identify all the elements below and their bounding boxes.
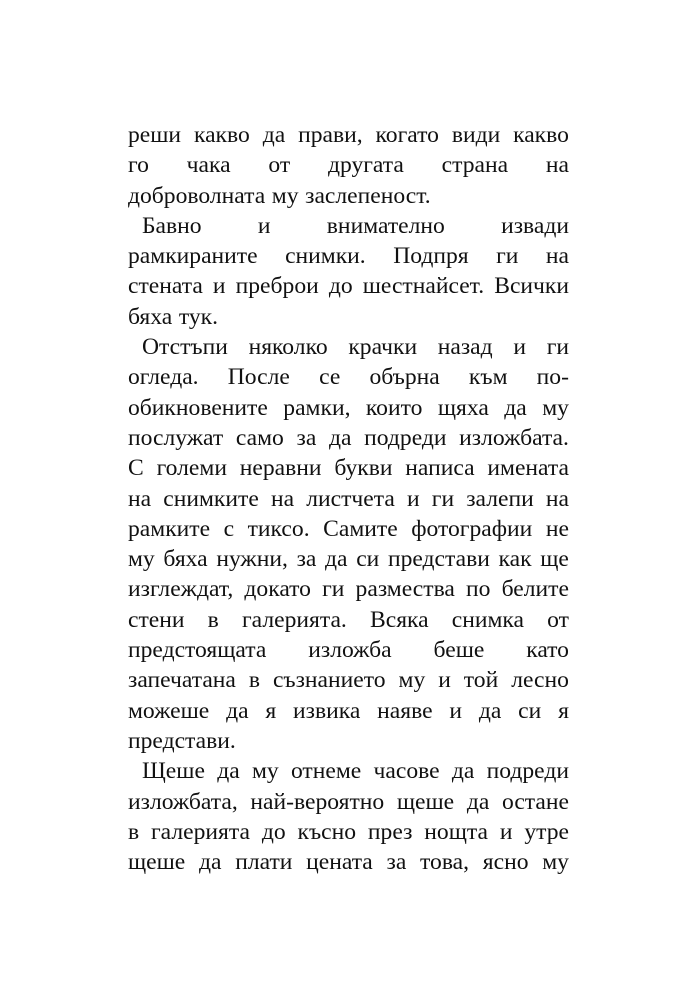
text-line: представи.: [128, 727, 236, 754]
text-line: му бяха нужни, за да си представи как ще: [128, 546, 569, 573]
text-line: бяха тук.: [128, 303, 218, 330]
text-line: С големи неравни букви написа имената: [128, 455, 569, 482]
text-line: реши какво да прави, когато види какво: [128, 122, 569, 148]
body-text: [128, 120, 569, 877]
text-line: го чака от другата страна на: [128, 152, 569, 179]
text-line: огледа. После се обърна към по-: [128, 364, 569, 391]
text-line: щеше да плати цената за това, ясно му: [128, 849, 569, 876]
text-line: стената и преброи до шестнайсет. Всички: [128, 273, 569, 300]
text-line: обикновените рамки, които щяха да му: [128, 394, 569, 421]
paragraph: [128, 332, 569, 756]
text-line: запечатана в съзнанието му и той лесно: [128, 667, 569, 694]
paragraph: [128, 120, 569, 211]
text-line: на снимките на листчета и ги залепи на: [128, 485, 569, 512]
text-line: стени в галерията. Всяка снимка от: [128, 606, 569, 633]
text-line: можеше да я извика наяве и да си я: [128, 697, 569, 724]
text-line: изложбата, най-вероятно щеше да остане: [128, 788, 569, 815]
text-line: рамкираните снимки. Подпря ги на: [128, 243, 569, 270]
text-line: Щеше да му отнеме часове да подреди: [142, 758, 569, 785]
text-line: доброволната му заслепеност.: [128, 182, 431, 209]
text-line: в галерията до късно през нощта и утре: [128, 818, 569, 845]
text-line: изглеждат, докато ги размества по белите: [128, 576, 569, 603]
text-line: рамките с тиксо. Самите фотографии не: [128, 515, 569, 542]
text-line: Отстъпи няколко крачки назад и ги: [142, 334, 569, 361]
text-line: предстоящата изложба беше като: [128, 637, 569, 664]
text-line: Бавно и внимателно извади: [142, 212, 569, 239]
paragraph: [128, 756, 569, 877]
text-line: послужат само за да подреди изложбата.: [128, 424, 569, 451]
paragraph: [128, 211, 569, 332]
